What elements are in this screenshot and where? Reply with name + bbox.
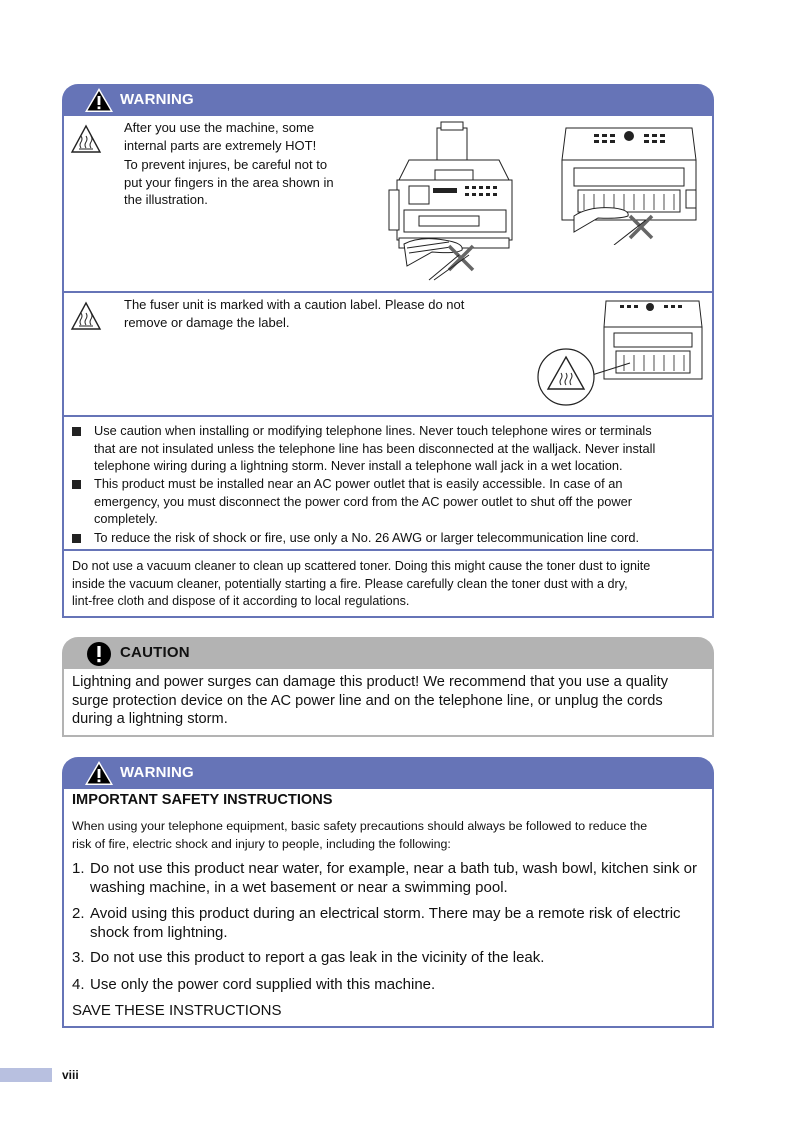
caution-text — [72, 673, 708, 729]
safety-instructions-heading: IMPORTANT SAFETY INSTRUCTIONS — [72, 792, 333, 808]
text-line: the illustration. — [124, 192, 208, 207]
fax-machine-rear-illustration — [554, 120, 704, 245]
text-line: Do not use this product near water, for example, near a bath tub, wash bowl, kitchen sink or — [90, 860, 697, 877]
text-line: lint-free cloth and dispose of it according to local regulations. — [72, 594, 410, 608]
text-line: Lightning and power surges can damage this product! We recommend that you use a quality — [72, 674, 668, 690]
caution-exclamation-icon — [86, 641, 112, 667]
fax-machine-front-illustration — [369, 120, 564, 285]
text-line: Use caution when installing or modifying telephone lines. Never touch telephone wires or terminals — [94, 423, 652, 438]
text-line: Do not use a vacuum cleaner to clean up scattered toner. Doing this might cause the toner dust to ignite — [72, 559, 651, 573]
text-line: When using your telephone equipment, basic safety precautions should always be followed to reduce the — [72, 819, 648, 833]
hot-surface-icon — [70, 124, 102, 154]
caution-header — [62, 637, 714, 669]
page-number: viii — [62, 1068, 79, 1082]
instruction-item — [72, 859, 707, 897]
safety-intro-text — [72, 818, 708, 853]
instruction-item — [72, 948, 707, 967]
hot-surface-icon — [70, 301, 102, 331]
item-number: 4. — [72, 976, 85, 993]
text-line: emergency, you must disconnect the power cord from the AC power outlet to shut off the power — [94, 493, 632, 509]
instruction-item — [72, 975, 707, 994]
item-number: 3. — [72, 949, 85, 966]
text-line: internal parts are extremely HOT! — [124, 137, 317, 153]
warning-box — [62, 116, 714, 618]
telephone-safety-bullets — [64, 417, 712, 549]
bullet-item — [72, 422, 704, 475]
text-line: Do not use this product to report a gas leak in the vicinity of the leak. — [90, 949, 545, 966]
text-line: remove or damage the label. — [124, 314, 290, 330]
text-line: telephone wiring during a lightning storm. Never install a telephone wall jack in a wet location. — [94, 458, 623, 473]
bullet-square-icon — [72, 480, 81, 489]
text-line: put your fingers in the area shown in — [124, 174, 334, 190]
text-line: inside the vacuum cleaner, potentially starting a fire. Please carefully clean the toner dust with a dry, — [72, 576, 628, 591]
text-line: shock from lightning. — [90, 924, 228, 941]
fuser-section — [64, 293, 712, 415]
text-line: This product must be installed near an AC power outlet that is easily accessible. In case of an — [94, 476, 623, 491]
text-line: washing machine, in a wet basement or near a swimming pool. — [90, 879, 508, 896]
bullet-item — [72, 529, 704, 547]
text-line: that are not insulated unless the telephone line has been disconnected at the walljack. Never install — [94, 440, 656, 456]
save-instructions-text: SAVE THESE INSTRUCTIONS — [72, 1002, 282, 1019]
vacuum-text — [72, 558, 708, 611]
bullet-item — [72, 475, 704, 528]
fuser-text — [124, 296, 544, 331]
text-line: completely. — [94, 511, 158, 526]
caution-title: CAUTION — [120, 644, 190, 661]
warning-triangle-icon — [84, 760, 114, 786]
text-line: Use only the power cord supplied with this machine. — [90, 976, 436, 993]
warning-header — [62, 757, 714, 789]
safety-instructions-box — [62, 789, 714, 1028]
vacuum-warning-section — [64, 551, 712, 616]
footer-tab — [0, 1068, 52, 1082]
item-number: 1. — [72, 860, 85, 877]
warning-title: WARNING — [120, 764, 194, 781]
bullet-square-icon — [72, 534, 81, 543]
item-number: 2. — [72, 905, 85, 922]
caution-box — [62, 669, 714, 737]
instruction-item — [72, 904, 707, 942]
text-line: Avoid using this product during an electrical storm. There may be a remote risk of electric — [90, 905, 681, 922]
warning-header — [62, 84, 714, 116]
bullet-square-icon — [72, 427, 81, 436]
text-line: The fuser unit is marked with a caution label. Please do not — [124, 297, 465, 312]
text-line: To prevent injures, be careful not to — [124, 157, 328, 172]
text-line: risk of fire, electric shock and injury to people, including the following: — [72, 836, 451, 851]
hot-parts-section — [64, 116, 712, 291]
warning-title: WARNING — [120, 91, 194, 108]
text-line: during a lightning storm. — [72, 711, 228, 727]
warning-triangle-icon — [84, 87, 114, 113]
text-line: To reduce the risk of shock or fire, use only a No. 26 AWG or larger telecommunication line cord. — [94, 530, 640, 545]
text-line: surge protection device on the AC power line and on the telephone line, or unplug the cords — [72, 692, 663, 709]
text-line: After you use the machine, some — [124, 120, 315, 135]
hot-parts-text — [124, 119, 364, 209]
fuser-caution-label-illustration — [534, 297, 709, 412]
